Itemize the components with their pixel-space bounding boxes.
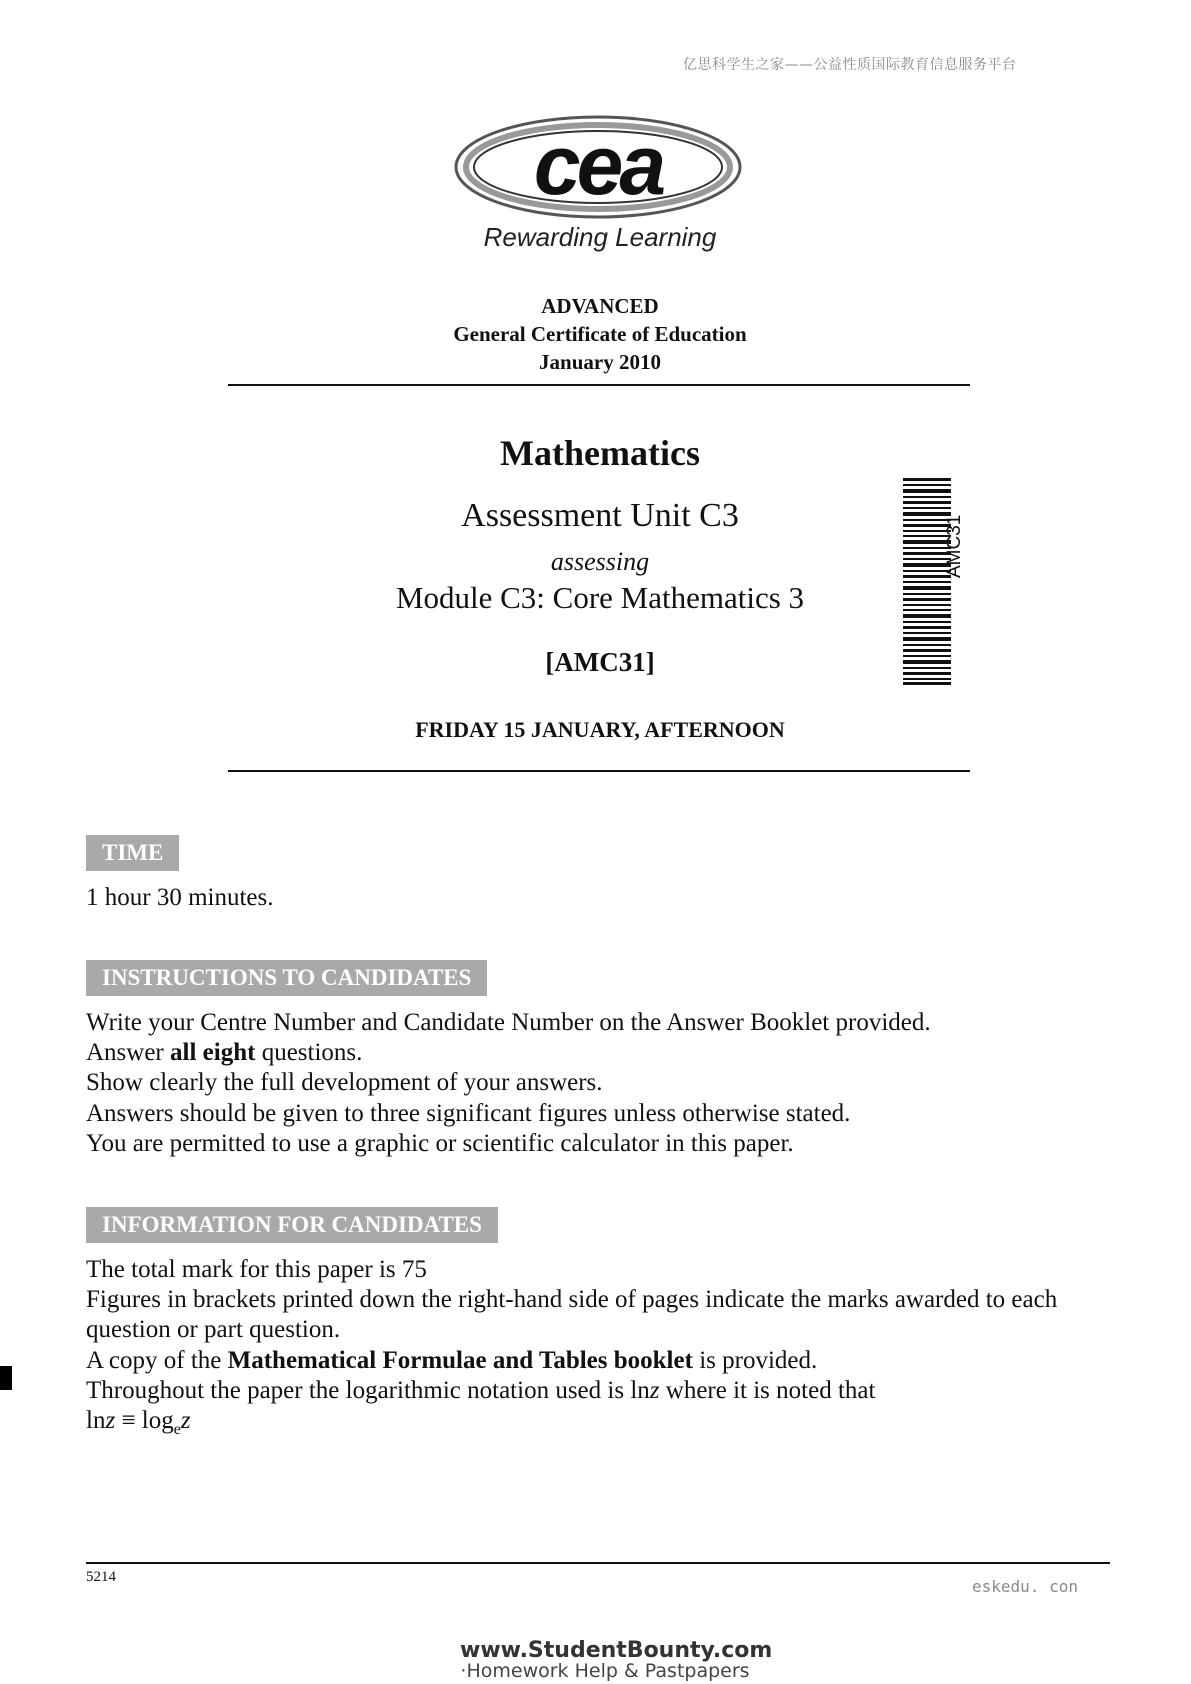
studentbounty-url: www.StudentBounty.com (460, 1638, 773, 1663)
instructions-block (86, 1008, 1126, 1159)
module-title: Module C3: Core Mathematics 3 (395, 580, 805, 615)
exam-level: ADVANCED (541, 294, 659, 318)
instruction-line: Write your Centre Number and Candidate Number on the Answer Booklet provided. (86, 1009, 931, 1036)
bottom-divider (228, 770, 970, 772)
qualification: General Certificate of Education (453, 322, 747, 346)
information-section-label: INFORMATION FOR CANDIDATES (86, 1207, 498, 1243)
exam-session: FRIDAY 15 JANUARY, AFTERNOON (415, 717, 785, 742)
top-divider (228, 384, 970, 386)
instruction-line: Show clearly the full development of your answers. (86, 1069, 603, 1097)
footer-divider (86, 1562, 1110, 1564)
information-line: A copy of the Mathematical Formulae and Tables booklet is provided. (86, 1346, 818, 1374)
instruction-line: Answer all eight questions. (86, 1039, 363, 1067)
instruction-line: Answers should be given to three significant figures unless otherwise stated. (86, 1099, 851, 1127)
time-section-label: TIME (86, 835, 179, 871)
registration-mark (0, 1366, 12, 1390)
information-line: Figures in brackets printed down the right-hand side of pages indicate the marks awarded to each question or part question. (86, 1286, 1058, 1344)
logo-tagline: Rewarding Learning (483, 222, 717, 252)
barcode-label: AMC31 (944, 514, 965, 578)
information-block (86, 1255, 1126, 1445)
paper-code: [AMC31] (545, 647, 655, 677)
instruction-line: You are permitted to use a graphic or scientific calculator in this paper. (86, 1129, 794, 1157)
paper-number: 5214 (86, 1569, 116, 1585)
information-line: Throughout the paper the logarithmic notation used is lnz where it is noted that (86, 1376, 876, 1404)
assessing-label: assessing (550, 547, 650, 576)
logo-text: cea (533, 118, 663, 212)
information-line: The total mark for this paper is 75 (86, 1256, 427, 1283)
exam-date: January 2010 (539, 350, 661, 374)
watermark-top-text: 亿思科学生之家——公益性质国际教育信息服务平台 (683, 57, 1017, 73)
log-identity: $\ln z \equiv \log_ez$ (86, 1407, 191, 1439)
watermark-bottom-text: eskedu. con (972, 1577, 1078, 1596)
instructions-section-label: INSTRUCTIONS TO CANDIDATES (86, 960, 487, 996)
time-text: 1 hour 30 minutes. (86, 884, 274, 911)
unit-title: Assessment Unit C3 (461, 497, 739, 534)
barcode (903, 478, 951, 685)
subject-title: Mathematics (500, 433, 700, 473)
studentbounty-subtitle: ·Homework Help & Pastpapers (460, 1660, 750, 1682)
